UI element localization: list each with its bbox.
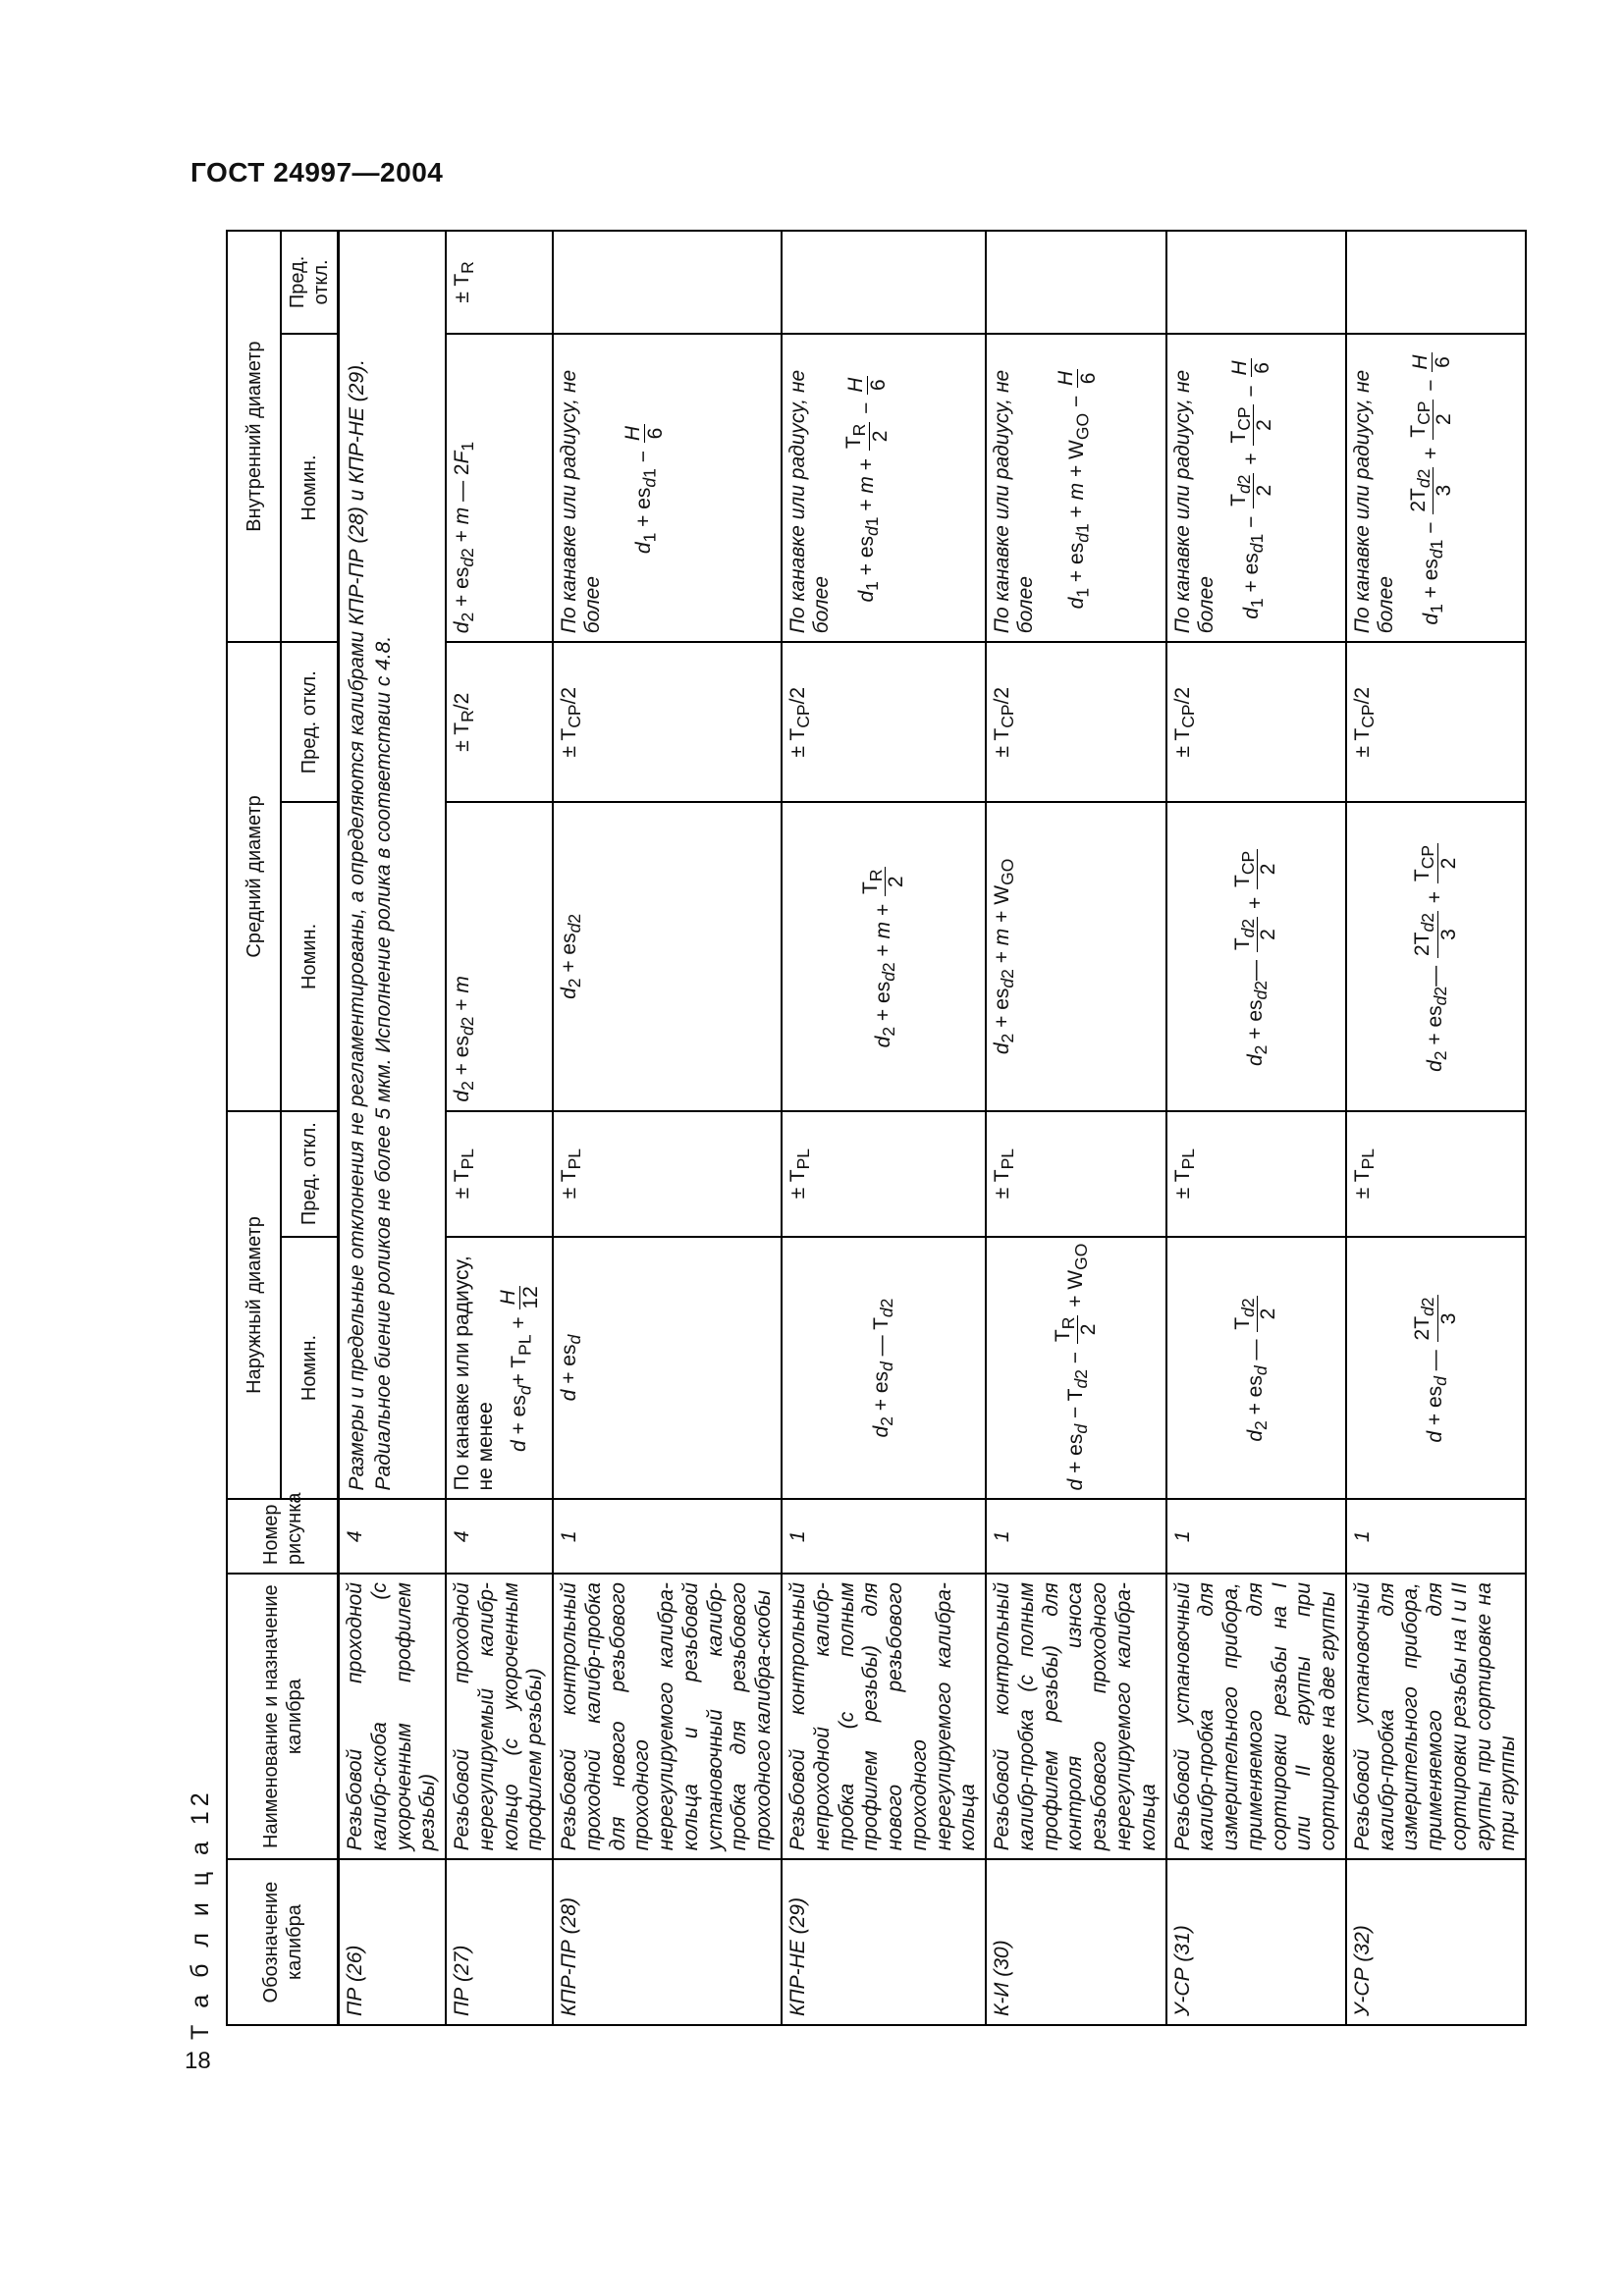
cell-inner-dev xyxy=(986,231,1165,334)
formula-inner: $d_1 + es_{d1} + m$ + $T_R$ 2 − H 6 xyxy=(842,377,892,603)
cell-name: Резьбовой установочный калибр-пробка для измерительного прибора, применяемого для сортировки резьбы на I и II группы при сортировке на три группы xyxy=(1346,1574,1526,1859)
cell-inner-text: По канавке или радиусу, не более xyxy=(1170,369,1217,634)
cell-outer-nominal xyxy=(446,1237,553,1500)
cell-figure: 1 xyxy=(1346,1499,1526,1574)
cell-figure: 1 xyxy=(986,1499,1165,1574)
cell-name: Резьбовой проходной калибр-скоба (с укороченным профилем резьбы) xyxy=(339,1574,447,1859)
cell-inner-nominal xyxy=(1346,334,1526,642)
cell-inner-text: По канавке или радиусу, не более xyxy=(991,369,1038,634)
cell-figure: 4 xyxy=(446,1499,553,1574)
cell-inner-nominal: $d_2 + es_{d2} + m$ — $2F_1$ xyxy=(446,334,553,642)
cell-inner-dev xyxy=(1346,231,1526,334)
cell-middle-dev: ± $T_{CP}/2$ xyxy=(553,642,782,802)
header-inner-dev: Пред. откл. xyxy=(281,231,339,334)
cell-middle-nominal: $d_2$ + $es_{d2}—$ $2T_{d2}$ 3 + $T_{CP}$ 2 xyxy=(1346,802,1526,1110)
cell-note: Размеры и предельные отклонения не регламентированы, а определяются калибрами КПР-ПР (28) и КПР-НЕ (29). Радиальное биение роликов не более 5 мкм. Исполнение ролика в соответствии с 4.8. xyxy=(339,231,447,1499)
cell-figure: 1 xyxy=(553,1499,782,1574)
formula-inner: $d_1 + es_{d1}$ − $2T_{d2}$ 3 + $T_{CP}$ 2 − H 6 xyxy=(1406,354,1456,625)
table-row xyxy=(339,231,447,2025)
cell-inner-dev: ± $T_R$ xyxy=(446,231,553,334)
cell-name: Резьбовой установочный калибр-пробка для измерительного прибора, применяемого для сортировки резьбы на I или II группы при сортировке на две группы xyxy=(1166,1574,1346,1859)
cell-outer-nominal: $d + es_d - T_{d2}$ − $T_R$ 2 + $W_{GO}$ xyxy=(986,1237,1165,1500)
cell-designation: ПР (26) xyxy=(339,1859,447,2025)
cell-inner-nominal xyxy=(782,334,986,642)
cell-figure: 4 xyxy=(339,1499,447,1574)
cell-outer-dev: ± $T_{PL}$ xyxy=(1166,1111,1346,1237)
cell-middle-dev: ± $T_R/2$ xyxy=(446,642,553,802)
cell-figure: 1 xyxy=(1166,1499,1346,1574)
header-middle-diameter: Средний диаметр xyxy=(227,642,281,1110)
cell-name: Резьбовой проходной нерегулируемый калибр-кольцо (с укороченным профилем резьбы) xyxy=(446,1574,553,1859)
cell-designation: К-И (30) xyxy=(986,1859,1165,2025)
cell-middle-nominal: $d_2$ + $es_{d2}—$ $T_{d2}$ 2 + $T_{CP}$ 2 xyxy=(1166,802,1346,1110)
cell-middle-dev: ± $T_{CP}/2$ xyxy=(986,642,1165,802)
cell-designation: У-СР (31) xyxy=(1166,1859,1346,2025)
cell-inner-nominal xyxy=(553,334,782,642)
document-header: ГОСТ 24997—2004 xyxy=(190,157,444,187)
cell-inner-nominal xyxy=(986,334,1165,642)
cell-outer-dev: ± $T_{PL}$ xyxy=(553,1111,782,1237)
header-middle-nominal: Номин. xyxy=(281,802,339,1110)
cell-middle-dev: ± $T_{CP}/2$ xyxy=(1166,642,1346,802)
formula-inner: $d_1 + es_{d1} + m + W_{GO}$ − H 6 xyxy=(1055,370,1101,610)
cell-middle-dev: ± $T_{CP}/2$ xyxy=(1346,642,1526,802)
cell-inner-text: По канавке или радиусу, не более xyxy=(558,369,605,634)
cell-middle-nominal: $d_2 + es_{d2} + m + W_{GO}$ xyxy=(986,802,1165,1110)
cell-middle-dev: ± $T_{CP}/2$ xyxy=(782,642,986,802)
header-figure: Номер рисунка xyxy=(227,1499,339,1574)
cell-name: Резьбовой контрольный калибр-пробка (с полным профилем резьбы) для контроля износа резьбового проходного нерегулируемого калибра-кольца xyxy=(986,1574,1165,1859)
cell-name: Резьбовой контрольный непроходной калибр-пробка (с полным профилем резьбы) для нового резьбового проходного нерегулируемого калибра-кольца xyxy=(782,1574,986,1859)
header-inner-diameter: Внутренний диаметр xyxy=(227,231,281,642)
cell-outer-dev: ± $T_{PL}$ xyxy=(1346,1111,1526,1237)
header-name: Наименование и назначение калибра xyxy=(227,1574,339,1859)
header-outer-nominal: Номин. xyxy=(281,1237,339,1500)
table-row xyxy=(986,231,1165,2025)
cell-name: Резьбовой контрольный проходной калибр-пробка для нового резьбового проходного нерегулируемого калибра-кольца и резьбовой установочный калибр-пробка для резьбового проходного калибра-скобы xyxy=(553,1574,782,1859)
table-row xyxy=(553,231,782,2025)
header-middle-dev: Пред. откл. xyxy=(281,642,339,802)
cell-inner-text: По канавке или радиусу, не более xyxy=(1350,369,1397,634)
table-caption: Т а б л и ц а 12 xyxy=(187,1788,214,2040)
table-row xyxy=(782,231,986,2025)
cell-outer-nominal: $d + es_d$ — $2T_{d2}$ 3 xyxy=(1346,1237,1526,1500)
header-designation: Обозначение калибра xyxy=(227,1859,339,2025)
formula-inner: $d_1 + es_{d1}$ − $T_{d2}$ 2 + $T_{CP}$ 2 − H 6 xyxy=(1226,360,1276,619)
cell-outer-dev: ± $T_{PL}$ xyxy=(782,1111,986,1237)
cell-outer-dev: ± $T_{PL}$ xyxy=(446,1111,553,1237)
cell-figure: 1 xyxy=(782,1499,986,1574)
cell-inner-dev xyxy=(782,231,986,334)
cell-designation: У-СР (32) xyxy=(1346,1859,1526,2025)
gauge-table xyxy=(226,230,1527,2026)
cell-outer-dev: ± $T_{PL}$ xyxy=(986,1111,1165,1237)
cell-outer-nominal: $d_2 + es_d$ — $T_{d2}$ xyxy=(782,1237,986,1500)
table-row xyxy=(446,231,553,2025)
rotated-table-container xyxy=(226,230,1520,2026)
header-outer-dev: Пред. откл. xyxy=(281,1111,339,1237)
cell-outer-nominal: $d + es_d$ xyxy=(553,1237,782,1500)
page-number: 18 xyxy=(185,2048,211,2074)
cell-inner-dev xyxy=(553,231,782,334)
cell-designation: КПР-НЕ (29) xyxy=(782,1859,986,2025)
cell-designation: КПР-ПР (28) xyxy=(553,1859,782,2025)
cell-inner-dev xyxy=(1166,231,1346,334)
cell-outer-nominal: $d_2 + es_d$ — $T_{d2}$ 2 xyxy=(1166,1237,1346,1500)
cell-middle-nominal: $d_2 + es_{d2}$ xyxy=(553,802,782,1110)
header-outer-diameter: Наружный диаметр xyxy=(227,1111,281,1500)
cell-middle-nominal: $d_2 + es_{d2} + m$ + $T_R$ 2 xyxy=(782,802,986,1110)
cell-middle-nominal: $d_2 + es_{d2} + m$ xyxy=(446,802,553,1110)
table-row xyxy=(1166,231,1346,2025)
cell-inner-nominal xyxy=(1166,334,1346,642)
cell-outer-text: По канавке или радиусу, не менее xyxy=(451,1255,498,1491)
formula-inner: $d_1 + es_{d1}$ − H 6 xyxy=(622,425,668,555)
cell-designation: ПР (27) xyxy=(446,1859,553,2025)
header-inner-nominal: Номин. xyxy=(281,334,339,642)
table-row xyxy=(1346,231,1526,2025)
formula-outer: $d + es_d+ T_{PL}$ + H 12 xyxy=(497,1286,543,1452)
cell-inner-text: По канавке или радиусу, не более xyxy=(786,369,834,634)
